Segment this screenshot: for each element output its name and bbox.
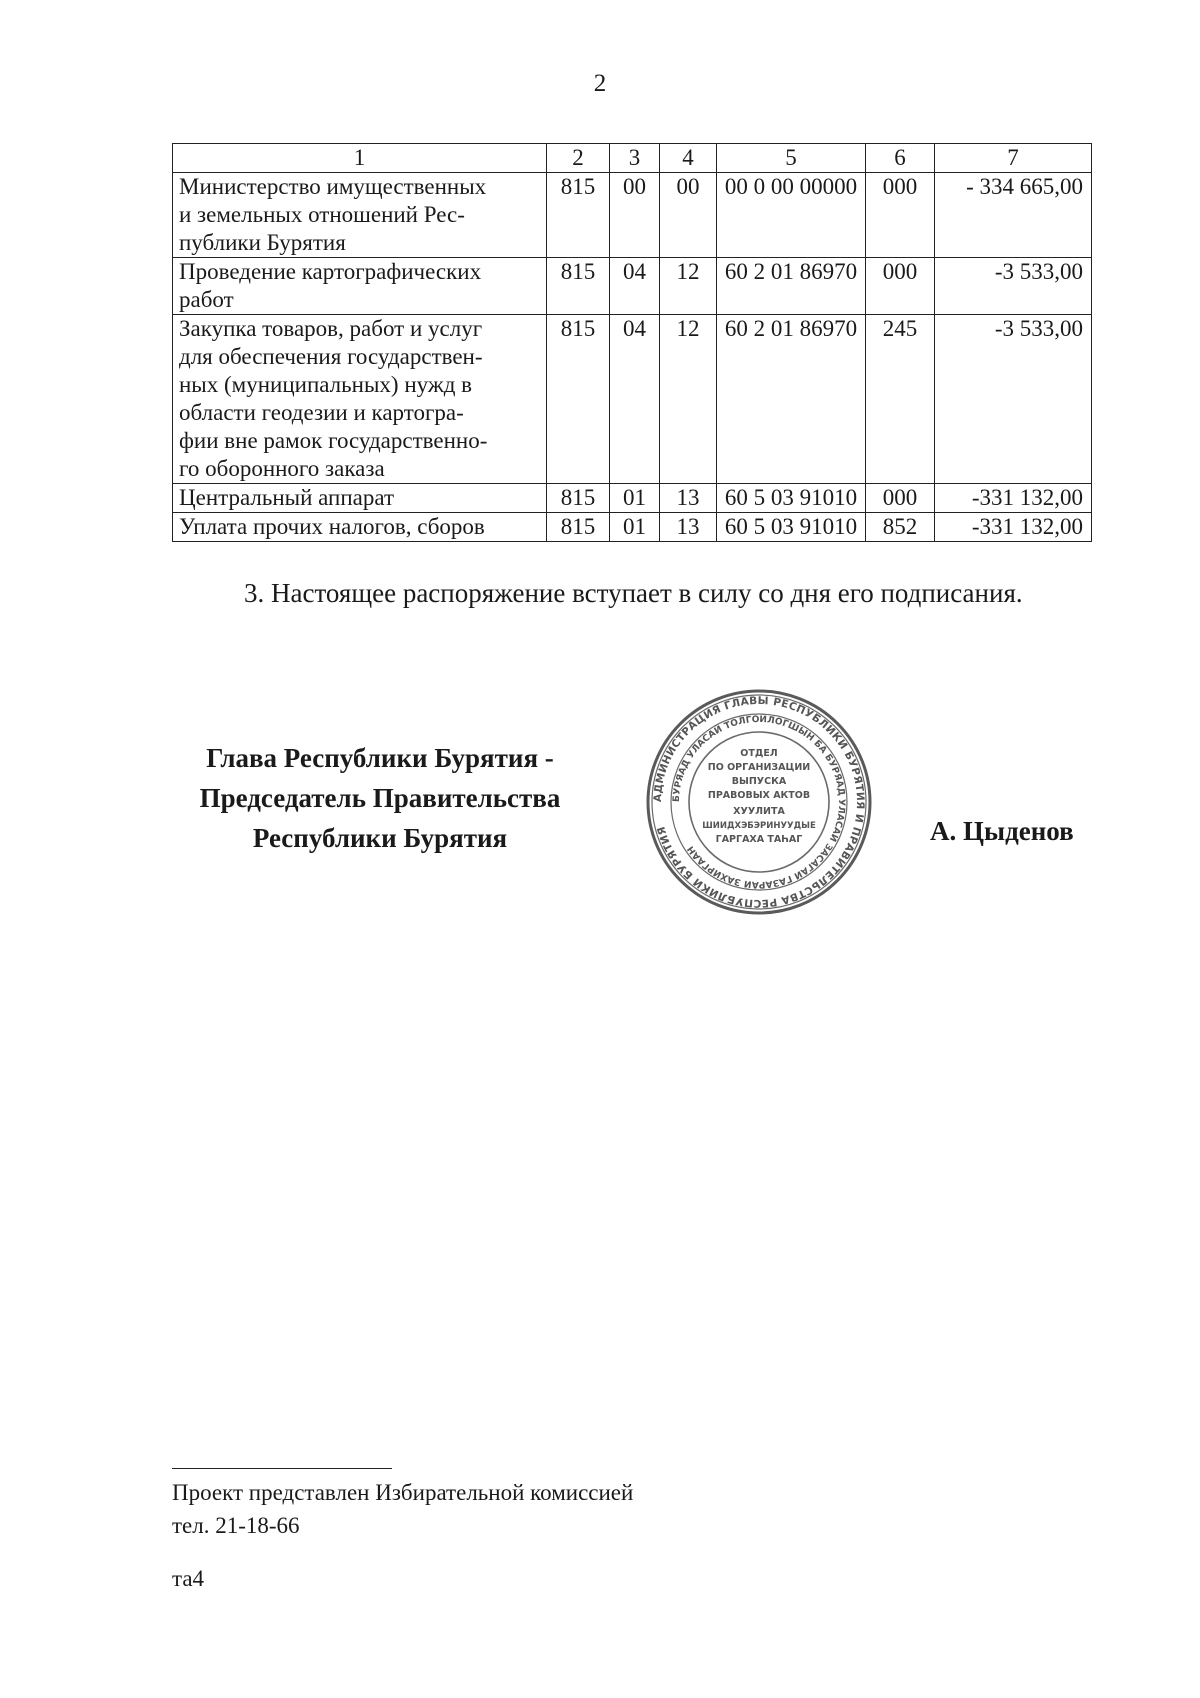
row-name-line: Проведение картографических (179, 259, 482, 284)
seal-center-line: ГАРГАХА ТАҺАГ (715, 834, 803, 845)
ministry-code-cell: 815 (547, 513, 610, 542)
expense-type-cell: 245 (866, 315, 935, 484)
ministry-code-cell: 815 (547, 258, 610, 315)
seal-middle-ring (671, 714, 847, 890)
target-article-cell: 60 5 03 91010 (717, 484, 866, 513)
seal-center-line: ШИИДХЭБЭРИНУУДЫЕ (702, 821, 816, 831)
seal-center-line: ПО ОРГАНИЗАЦИИ (707, 762, 811, 773)
column-header: 4 (660, 144, 717, 173)
section-cell: 01 (610, 484, 660, 513)
seal-center-line: ОТДЕЛ (740, 748, 778, 759)
row-name-line: Центральный аппарат (179, 485, 395, 510)
table-row (173, 315, 1092, 484)
page-number: 2 (593, 70, 607, 97)
ministry-code-cell: 815 (547, 173, 610, 258)
official-seal-stamp (645, 688, 873, 916)
column-header: 6 (866, 144, 935, 173)
seal-inner-text: БУРЯАД УЛАСАЙ ТОЛГОЙЛОГШЫН БА БУРЯАД УЛАСАЙ ЗАСАГАЙ ГАЗАРАЙ ЗАХИРГААН (671, 714, 847, 890)
row-name-line: для обеспечения государствен- (179, 344, 483, 369)
ministry-code-cell: 815 (547, 484, 610, 513)
table-row (173, 258, 1092, 315)
row-name-cell (173, 315, 547, 484)
section-cell: 04 (610, 258, 660, 315)
amount-cell: -331 132,00 (935, 513, 1092, 542)
row-name-line: фии вне рамок государственно- (179, 428, 488, 453)
expense-type-cell: 000 (866, 484, 935, 513)
signatory-title (165, 738, 595, 858)
row-name-line: области геодезии и картогра- (179, 400, 464, 425)
document-code: та4 (172, 1566, 205, 1591)
signatory-name: А. Цыденов (930, 816, 1074, 846)
signatory-title-line: Председатель Правительства (199, 783, 561, 813)
section-cell: 01 (610, 513, 660, 542)
amount-cell: -3 533,00 (935, 258, 1092, 315)
section-cell: 04 (610, 315, 660, 484)
column-header: 7 (935, 144, 1092, 173)
signatory-title-line: Глава Республики Бурятия - (206, 743, 554, 773)
amount-cell: -3 533,00 (935, 315, 1092, 484)
footnote-line: Проект представлен Избирательной комиссией (172, 1480, 634, 1505)
row-name-cell (173, 173, 547, 258)
table-row (173, 513, 1092, 542)
signatory-title-line: Республики Бурятия (252, 823, 508, 853)
row-name-cell (173, 258, 547, 315)
row-name-line: ных (муниципальных) нужд в (179, 372, 473, 397)
table-header-row (173, 144, 1092, 173)
subsection-cell: 13 (660, 484, 717, 513)
section-cell: 00 (610, 173, 660, 258)
ministry-code-cell: 815 (547, 315, 610, 484)
subsection-cell: 12 (660, 315, 717, 484)
row-name-cell (173, 484, 547, 513)
seal-center-line: ХУУЛИТА (733, 806, 785, 817)
budget-table (172, 143, 1092, 542)
subsection-cell: 00 (660, 173, 717, 258)
amount-cell: -331 132,00 (935, 484, 1092, 513)
target-article-cell: 60 5 03 91010 (717, 513, 866, 542)
footnote (172, 1476, 633, 1542)
expense-type-cell: 000 (866, 258, 935, 315)
expense-type-cell: 852 (866, 513, 935, 542)
target-article-cell: 60 2 01 86970 (717, 315, 866, 484)
row-name-line: Министерство имущественных (179, 174, 487, 199)
row-name-cell (173, 513, 547, 542)
column-header: 1 (173, 144, 547, 173)
effective-clause: 3. Настоящее распоряжение вступает в силу со дня его подписания. (244, 578, 1023, 608)
seal-outer-text: АДМИНИСТРАЦИЯ ГЛАВЫ РЕСПУБЛИКИ БУРЯТИЯ И ПРАВИТЕЛЬСТВА РЕСПУБЛИКИ БУРЯТИЯ (651, 694, 867, 910)
row-name-line: Закупка товаров, работ и услуг (179, 316, 483, 341)
row-name-line: работ (179, 287, 234, 312)
expense-type-cell: 000 (866, 173, 935, 258)
footnote-divider (172, 1468, 392, 1469)
table-row (173, 484, 1092, 513)
seal-center-line: ПРАВОВЫХ АКТОВ (707, 790, 811, 801)
table-row (173, 173, 1092, 258)
subsection-cell: 13 (660, 513, 717, 542)
target-article-cell: 00 0 00 00000 (717, 173, 866, 258)
column-header: 3 (610, 144, 660, 173)
footnote-line: тел. 21-18-66 (172, 1513, 300, 1538)
amount-cell: - 334 665,00 (935, 173, 1092, 258)
column-header: 2 (547, 144, 610, 173)
row-name-line: публики Бурятия (179, 230, 346, 255)
target-article-cell: 60 2 01 86970 (717, 258, 866, 315)
subsection-cell: 12 (660, 258, 717, 315)
row-name-line: го оборонного заказа (179, 456, 385, 481)
column-header: 5 (717, 144, 866, 173)
row-name-line: Уплата прочих налогов, сборов (179, 514, 485, 539)
seal-center-line: ВЫПУСКА (731, 776, 787, 787)
row-name-line: и земельных отношений Рес- (179, 202, 465, 227)
